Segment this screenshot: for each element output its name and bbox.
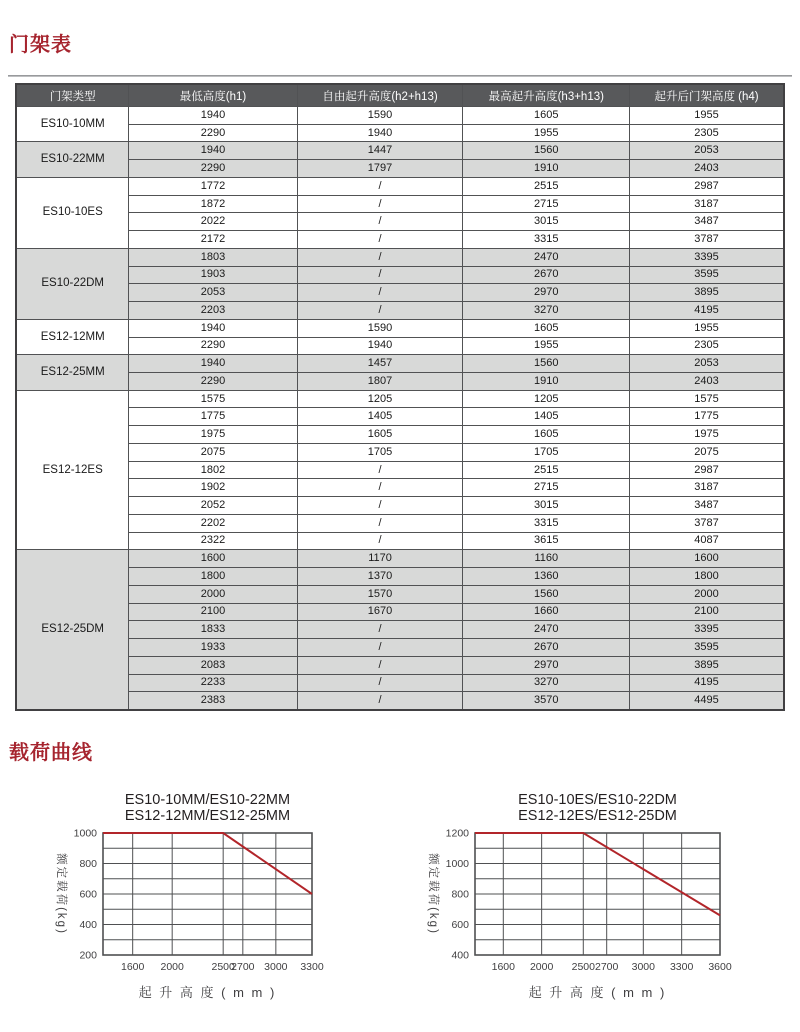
x-tick-label: 1600 (491, 961, 515, 973)
load-chart-svg (410, 780, 744, 1012)
table-cell: 1570 (297, 585, 463, 603)
table-cell: 2053 (630, 355, 784, 373)
table-cell: 1800 (630, 568, 784, 586)
mast-type-cell: ES12-12ES (16, 390, 129, 550)
table-cell: 1955 (463, 124, 630, 142)
table-row (16, 426, 784, 444)
table-cell: 3487 (630, 497, 784, 515)
table-cell: 1775 (630, 408, 784, 426)
table-cell: 1600 (129, 550, 297, 568)
table-cell: 2000 (630, 585, 784, 603)
y-tick-label: 1000 (73, 827, 97, 840)
table-cell: / (297, 497, 463, 515)
table-cell: 1975 (630, 426, 784, 444)
table-cell: 1205 (297, 390, 463, 408)
table-cell: 2100 (129, 603, 297, 621)
table-cell: 2403 (630, 160, 784, 178)
table-cell: 2970 (463, 284, 630, 302)
table-row (16, 355, 784, 373)
table-cell: 1405 (463, 408, 630, 426)
table-cell: 1940 (129, 355, 297, 373)
table-row (16, 160, 784, 178)
x-axis-label: 起 升 高 度 ( m m ) (138, 985, 277, 1000)
table-cell: 3270 (463, 674, 630, 692)
table-cell: 2053 (129, 284, 297, 302)
table-cell: 1560 (463, 355, 630, 373)
table-cell: 1560 (463, 142, 630, 160)
table-cell: 3270 (463, 302, 630, 320)
x-axis-label: 起 升 高 度 ( m m ) (528, 985, 667, 1000)
y-tick-label: 800 (79, 858, 97, 870)
table-row (16, 585, 784, 603)
table-row (16, 390, 784, 408)
x-tick-label: 2700 (595, 961, 619, 973)
table-cell: 1940 (297, 337, 463, 355)
y-tick-label: 600 (79, 888, 97, 901)
chart-title-line: ES10-10ES/ES10-22DM (518, 792, 677, 808)
table-cell: 1803 (129, 248, 297, 266)
table-cell: 1590 (297, 107, 463, 125)
x-tick-label: 3600 (708, 961, 732, 973)
table-cell: 2470 (463, 621, 630, 639)
mast-type-cell: ES12-12MM (16, 319, 129, 354)
table-cell: 2670 (463, 266, 630, 284)
x-tick-label: 2000 (160, 961, 184, 973)
table-cell: 2470 (463, 248, 630, 266)
table-cell: 1800 (129, 568, 297, 586)
table-cell: 3015 (463, 497, 630, 515)
table-cell: / (297, 514, 463, 532)
y-tick-label: 1000 (445, 858, 469, 870)
table-cell: 1575 (129, 390, 297, 408)
table-row (16, 231, 784, 249)
table-row (16, 656, 784, 674)
x-tick-label: 2500 (571, 961, 595, 973)
table-cell: 1955 (463, 337, 630, 355)
table-cell: 3315 (463, 514, 630, 532)
table-row (16, 213, 784, 231)
table-row (16, 639, 784, 657)
table-row (16, 107, 784, 125)
table-cell: 1933 (129, 639, 297, 657)
table-cell: / (297, 248, 463, 266)
table-cell: 2383 (129, 692, 297, 710)
table-cell: 2670 (463, 639, 630, 657)
table-row (16, 266, 784, 284)
table-row (16, 479, 784, 497)
mast-type-cell: ES12-25DM (16, 550, 129, 710)
table-cell: / (297, 177, 463, 195)
table-cell: 1160 (463, 550, 630, 568)
table-cell: 1447 (297, 142, 463, 160)
x-tick-label: 3300 (300, 961, 324, 973)
header-row (16, 84, 784, 107)
table-cell: 1605 (297, 426, 463, 444)
table-cell: 1872 (129, 195, 297, 213)
x-tick-label: 2700 (231, 961, 255, 973)
table-cell: 2515 (463, 461, 630, 479)
load-chart-svg (40, 780, 352, 1012)
table-cell: / (297, 266, 463, 284)
table-row (16, 514, 784, 532)
table-cell: 2075 (630, 443, 784, 461)
load-curve-line (475, 833, 720, 915)
table-row (16, 248, 784, 266)
table-cell: 2290 (129, 337, 297, 355)
table-cell: 2290 (129, 160, 297, 178)
table-cell: 3787 (630, 514, 784, 532)
table-cell: / (297, 656, 463, 674)
table-cell: 2290 (129, 124, 297, 142)
table-cell: 1457 (297, 355, 463, 373)
table-cell: 3187 (630, 479, 784, 497)
table-cell: 2075 (129, 443, 297, 461)
mast-table-body (16, 107, 784, 710)
chart-title-line: ES12-12MM/ES12-25MM (124, 808, 291, 824)
table-row (16, 461, 784, 479)
table-cell: 3187 (630, 195, 784, 213)
table-cell: 1405 (297, 408, 463, 426)
table-cell: 2100 (630, 603, 784, 621)
table-cell: / (297, 231, 463, 249)
table-cell: 1605 (463, 319, 630, 337)
table-cell: 3615 (463, 532, 630, 550)
table-cell: 3315 (463, 231, 630, 249)
mast-type-cell: ES10-22MM (16, 142, 129, 177)
table-row (16, 177, 784, 195)
table-cell: 2172 (129, 231, 297, 249)
x-tick-label: 3000 (631, 961, 655, 973)
load-chart-mm-models (40, 780, 352, 1012)
table-cell: 1955 (630, 107, 784, 125)
table-row (16, 568, 784, 586)
header-cell-min-height: 最低高度(h1) (129, 84, 297, 107)
table-cell: / (297, 532, 463, 550)
x-tick-label: 2500 (211, 961, 235, 973)
table-cell: / (297, 195, 463, 213)
table-cell: 1833 (129, 621, 297, 639)
table-cell: 2515 (463, 177, 630, 195)
table-cell: 1205 (463, 390, 630, 408)
table-row (16, 142, 784, 160)
table-cell: 1902 (129, 479, 297, 497)
table-cell: 1560 (463, 585, 630, 603)
table-cell: 4195 (630, 302, 784, 320)
table-row (16, 550, 784, 568)
table-cell: 1797 (297, 160, 463, 178)
x-tick-label: 2000 (529, 961, 554, 973)
y-tick-label: 600 (451, 919, 469, 931)
table-cell: 2203 (129, 302, 297, 320)
table-cell: 2305 (630, 337, 784, 355)
table-cell: 1940 (129, 142, 297, 160)
table-cell: 3015 (463, 213, 630, 231)
table-cell: 2290 (129, 373, 297, 391)
load-chart-es-dm-models (410, 780, 744, 1012)
table-cell: / (297, 621, 463, 639)
table-row (16, 124, 784, 142)
mast-table-header (16, 84, 784, 107)
table-cell: 2052 (129, 497, 297, 515)
table-row (16, 319, 784, 337)
table-cell: 3570 (463, 692, 630, 710)
table-cell: 3895 (630, 284, 784, 302)
table-cell: 1775 (129, 408, 297, 426)
table-cell: 1802 (129, 461, 297, 479)
table-cell: 1910 (463, 373, 630, 391)
chart-title-line: ES10-10MM/ES10-22MM (124, 792, 291, 808)
table-row (16, 674, 784, 692)
load-curves-section-title: 载荷曲线 (9, 742, 93, 764)
table-cell: 1660 (463, 603, 630, 621)
table-cell: 1705 (463, 443, 630, 461)
table-cell: 3787 (630, 231, 784, 249)
table-cell: 1903 (129, 266, 297, 284)
table-cell: / (297, 213, 463, 231)
table-cell: 4495 (630, 692, 784, 710)
header-cell-max-lift: 最高起升高度(h3+h13) (463, 84, 630, 107)
table-cell: 3487 (630, 213, 784, 231)
y-axis-label: 额定载荷(kg) (427, 853, 439, 935)
y-tick-label: 400 (79, 919, 97, 931)
table-cell: / (297, 479, 463, 497)
table-cell: / (297, 461, 463, 479)
table-cell: 2322 (129, 532, 297, 550)
table-cell: 3895 (630, 656, 784, 674)
y-tick-label: 400 (451, 949, 469, 962)
table-cell: 1940 (129, 319, 297, 337)
table-cell: 1940 (129, 107, 297, 125)
table-cell: 2305 (630, 124, 784, 142)
header-cell-free-lift: 自由起升高度(h2+h13) (297, 84, 463, 107)
y-axis-label: 额定载荷(kg) (55, 853, 67, 935)
table-cell: 1370 (297, 568, 463, 586)
table-row (16, 621, 784, 639)
table-row (16, 337, 784, 355)
y-tick-label: 1200 (445, 827, 469, 840)
table-cell: 3395 (630, 248, 784, 266)
y-tick-label: 800 (451, 888, 469, 901)
table-cell: 2403 (630, 373, 784, 391)
x-tick-label: 1600 (120, 961, 145, 973)
table-cell: 1910 (463, 160, 630, 178)
table-cell: 2053 (630, 142, 784, 160)
table-cell: 3595 (630, 639, 784, 657)
table-cell: 2987 (630, 177, 784, 195)
header-cell-extended-height: 起升后门架高度 (h4) (630, 84, 784, 107)
table-row (16, 408, 784, 426)
table-cell: 1807 (297, 373, 463, 391)
table-cell: 2083 (129, 656, 297, 674)
table-cell: 1360 (463, 568, 630, 586)
table-row (16, 443, 784, 461)
table-row (16, 532, 784, 550)
table-cell: 1575 (630, 390, 784, 408)
header-cell-mast-type: 门架类型 (16, 84, 129, 107)
table-row (16, 373, 784, 391)
table-cell: 1772 (129, 177, 297, 195)
mast-type-cell: ES10-10MM (16, 107, 129, 142)
table-cell: 4087 (630, 532, 784, 550)
table-cell: 4195 (630, 674, 784, 692)
x-tick-label: 3000 (264, 961, 288, 973)
table-cell: 1605 (463, 426, 630, 444)
mast-type-cell: ES10-10ES (16, 177, 129, 248)
table-cell: 2715 (463, 195, 630, 213)
table-cell: 1590 (297, 319, 463, 337)
table-cell: 1975 (129, 426, 297, 444)
table-cell: 1940 (297, 124, 463, 142)
mast-type-cell: ES12-25MM (16, 355, 129, 390)
table-cell: / (297, 302, 463, 320)
mast-type-cell: ES10-22DM (16, 248, 129, 319)
table-cell: 2715 (463, 479, 630, 497)
mast-table-section-title: 门架表 (9, 34, 72, 56)
table-cell: 1955 (630, 319, 784, 337)
table-cell: 2202 (129, 514, 297, 532)
table-cell: / (297, 639, 463, 657)
table-cell: 2022 (129, 213, 297, 231)
table-cell: 2000 (129, 585, 297, 603)
table-cell: 2987 (630, 461, 784, 479)
table-cell: 1670 (297, 603, 463, 621)
table-cell: 3395 (630, 621, 784, 639)
table-row (16, 195, 784, 213)
mast-table (15, 83, 785, 711)
table-row (16, 603, 784, 621)
table-row (16, 284, 784, 302)
table-row (16, 692, 784, 710)
table-cell: 1605 (463, 107, 630, 125)
table-cell: / (297, 284, 463, 302)
table-cell: 1170 (297, 550, 463, 568)
table-cell: / (297, 674, 463, 692)
table-cell: 2233 (129, 674, 297, 692)
table-cell: 2970 (463, 656, 630, 674)
table-cell: 1600 (630, 550, 784, 568)
table-row (16, 302, 784, 320)
table-cell: 3595 (630, 266, 784, 284)
x-tick-label: 3300 (669, 961, 694, 973)
table-cell: / (297, 692, 463, 710)
divider-rule (8, 75, 792, 77)
table-cell: 1705 (297, 443, 463, 461)
chart-title-line: ES12-12ES/ES12-25DM (518, 808, 677, 824)
table-row (16, 497, 784, 515)
y-tick-label: 200 (79, 949, 97, 962)
